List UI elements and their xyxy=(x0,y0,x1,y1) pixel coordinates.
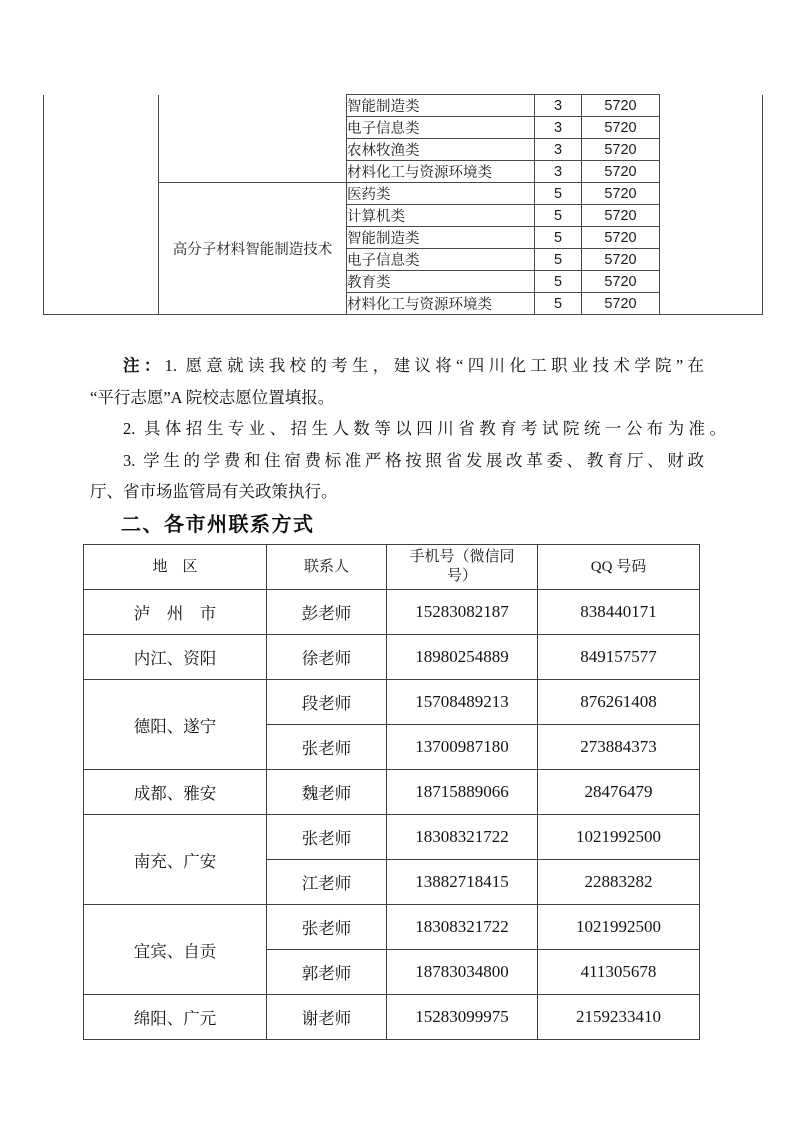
name-cell: 张老师 xyxy=(267,905,387,950)
name-cell: 张老师 xyxy=(267,725,387,770)
phone-cell: 18783034800 xyxy=(387,950,538,995)
fee-cell: 5720 xyxy=(582,183,660,205)
fee-cell: 5720 xyxy=(582,161,660,183)
right-margin-cell xyxy=(660,95,763,315)
fee-cell: 5720 xyxy=(582,293,660,315)
major-name-cell: 高分子材料智能制造技术 xyxy=(159,183,347,315)
header-cell-qq: QQ 号码 xyxy=(538,545,700,590)
name-cell: 徐老师 xyxy=(267,635,387,680)
count-cell: 3 xyxy=(535,117,582,139)
note-label: 注： xyxy=(123,356,165,375)
region-cell: 德阳、遂宁 xyxy=(84,680,267,770)
fee-cell: 5720 xyxy=(582,271,660,293)
name-cell: 江老师 xyxy=(267,860,387,905)
contact-row xyxy=(84,905,700,950)
phone-cell: 15283082187 xyxy=(387,590,538,635)
contact-row xyxy=(84,680,700,725)
qq-cell: 838440171 xyxy=(538,590,700,635)
header-cell-region: 地 区 xyxy=(84,545,267,590)
contact-row xyxy=(84,590,700,635)
contact-row xyxy=(84,815,700,860)
region-cell: 南充、广安 xyxy=(84,815,267,905)
qq-cell: 22883282 xyxy=(538,860,700,905)
count-cell: 5 xyxy=(535,293,582,315)
section-heading: 二、各市州联系方式 xyxy=(121,514,315,536)
category-cell: 教育类 xyxy=(347,271,535,293)
note-line: 2. 具体招生专业、招生人数等以四川省教育考试院统一公布为准。 xyxy=(123,419,726,438)
name-cell: 魏老师 xyxy=(267,770,387,815)
fee-cell: 5720 xyxy=(582,205,660,227)
count-cell: 5 xyxy=(535,183,582,205)
category-cell: 材料化工与资源环境类 xyxy=(347,293,535,315)
category-cell: 智能制造类 xyxy=(347,227,535,249)
admission-row xyxy=(44,95,763,117)
note-line: “平行志愿”A 院校志愿位置填报。 xyxy=(90,387,335,407)
category-cell: 智能制造类 xyxy=(347,95,535,117)
fee-cell: 5720 xyxy=(582,227,660,249)
count-cell: 3 xyxy=(535,95,582,117)
qq-cell: 1021992500 xyxy=(538,905,700,950)
notes-block xyxy=(90,350,726,508)
name-cell: 谢老师 xyxy=(267,995,387,1040)
qq-cell: 849157577 xyxy=(538,635,700,680)
fee-cell: 5720 xyxy=(582,117,660,139)
contact-header-row xyxy=(84,545,700,590)
note-text: 1. 愿意就读我校的考生，建议将“四川化工职业技术学院”在 xyxy=(164,356,704,375)
header-cell-phone: 手机号（微信同号） xyxy=(387,545,538,590)
name-cell: 段老师 xyxy=(267,680,387,725)
contact-row xyxy=(84,770,700,815)
qq-cell: 28476479 xyxy=(538,770,700,815)
major-cell-cutoff xyxy=(159,95,347,183)
note-line xyxy=(90,350,704,382)
fee-cell: 5720 xyxy=(582,95,660,117)
phone-cell: 18715889066 xyxy=(387,770,538,815)
header-cell-contact: 联系人 xyxy=(267,545,387,590)
region-cell: 内江、资阳 xyxy=(84,635,267,680)
category-cell: 材料化工与资源环境类 xyxy=(347,161,535,183)
qq-cell: 1021992500 xyxy=(538,815,700,860)
region-cell: 成都、雅安 xyxy=(84,770,267,815)
category-cell: 医药类 xyxy=(347,183,535,205)
qq-cell: 273884373 xyxy=(538,725,700,770)
count-cell: 3 xyxy=(535,161,582,183)
contact-row xyxy=(84,995,700,1040)
count-cell: 5 xyxy=(535,271,582,293)
name-cell: 彭老师 xyxy=(267,590,387,635)
contact-row xyxy=(84,635,700,680)
fee-cell: 5720 xyxy=(582,249,660,271)
qq-cell: 411305678 xyxy=(538,950,700,995)
phone-cell: 18308321722 xyxy=(387,815,538,860)
qq-cell: 2159233410 xyxy=(538,995,700,1040)
phone-cell: 13882718415 xyxy=(387,860,538,905)
region-cell: 绵阳、广元 xyxy=(84,995,267,1040)
category-cell: 电子信息类 xyxy=(347,117,535,139)
name-cell: 郭老师 xyxy=(267,950,387,995)
count-cell: 5 xyxy=(535,205,582,227)
region-cell: 泸 州 市 xyxy=(84,590,267,635)
category-cell: 农林牧渔类 xyxy=(347,139,535,161)
qq-cell: 876261408 xyxy=(538,680,700,725)
fee-cell: 5720 xyxy=(582,139,660,161)
category-cell: 电子信息类 xyxy=(347,249,535,271)
contact-table xyxy=(83,544,700,1040)
admission-table xyxy=(43,94,763,315)
phone-cell: 13700987180 xyxy=(387,725,538,770)
phone-cell: 18308321722 xyxy=(387,905,538,950)
count-cell: 3 xyxy=(535,139,582,161)
region-cell: 宜宾、自贡 xyxy=(84,905,267,995)
count-cell: 5 xyxy=(535,227,582,249)
phone-cell: 15283099975 xyxy=(387,995,538,1040)
count-cell: 5 xyxy=(535,249,582,271)
name-cell: 张老师 xyxy=(267,815,387,860)
phone-cell: 18980254889 xyxy=(387,635,538,680)
note-line: 3. 学生的学费和住宿费标准严格按照省发展改革委、教育厅、财政 xyxy=(123,450,704,470)
category-cell: 计算机类 xyxy=(347,205,535,227)
left-margin-cell xyxy=(44,95,159,315)
note-line: 厅、省市场监管局有关政策执行。 xyxy=(90,482,338,501)
phone-cell: 15708489213 xyxy=(387,680,538,725)
